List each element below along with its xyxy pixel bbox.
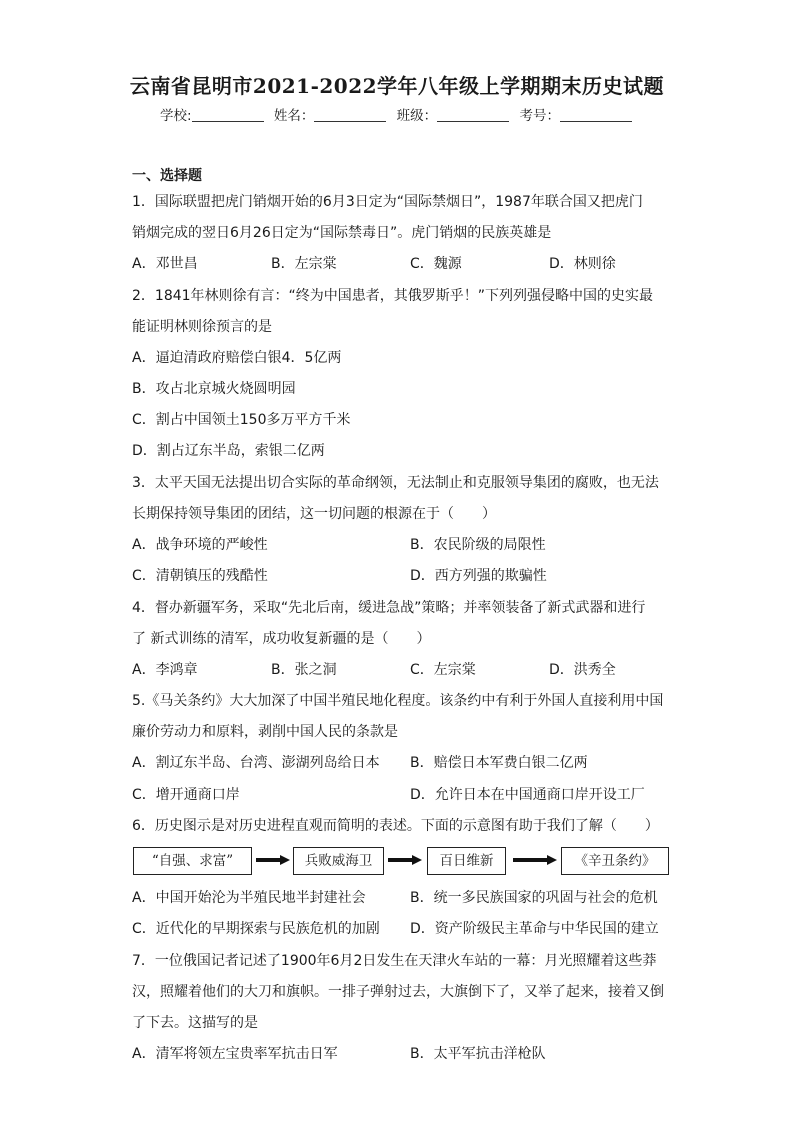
q1-option-c[interactable]: C．魏源 — [410, 256, 462, 272]
name-field[interactable] — [314, 107, 386, 122]
question-7-line-2: 汉，照耀着他们的大刀和旗帜。一排子弹射过去，大旗倒下了，又举了起来，接着又倒 — [132, 984, 664, 1000]
q4-option-b[interactable]: B．张之洞 — [271, 662, 337, 678]
flow-box-self-strengthening: “自强、求富” — [133, 847, 252, 875]
q7-option-a[interactable]: A．清军将领左宝贵率军抗击日军 — [132, 1046, 338, 1062]
flow-arrow-icon — [513, 855, 557, 865]
flow-arrow-icon — [256, 855, 290, 865]
question-4-line-1: 4．督办新疆军务，采取“先北后南，缓进急战”策略；并率领装备了新式武器和进行 — [132, 600, 646, 616]
question-1-line-1: 1．国际联盟把虎门销烟开始的6月3日定为“国际禁烟日”，1987年联合国又把虎门 — [132, 194, 643, 210]
q5-option-a[interactable]: A．割辽东半岛、台湾、澎湖列岛给日本 — [132, 755, 380, 771]
q4-option-c[interactable]: C．左宗棠 — [410, 662, 476, 678]
flow-box-weihaiwei: 兵败威海卫 — [293, 847, 384, 875]
q7-option-b[interactable]: B．太平军抗击洋枪队 — [410, 1046, 546, 1062]
q1-option-b[interactable]: B．左宗棠 — [271, 256, 337, 272]
q1-option-d[interactable]: D．林则徐 — [549, 256, 616, 272]
name-label: 姓名： — [273, 108, 315, 124]
school-field[interactable] — [192, 107, 264, 122]
q2-option-b[interactable]: B．攻占北京城火烧圆明园 — [132, 381, 296, 397]
class-label: 班级： — [396, 108, 438, 124]
q2-option-c[interactable]: C．割占中国领土150多万平方千米 — [132, 412, 351, 428]
flow-arrow-icon — [388, 855, 422, 865]
q4-option-a[interactable]: A．李鸿章 — [132, 662, 198, 678]
q5-option-b[interactable]: B．赔偿日本军费白银二亿两 — [410, 755, 588, 771]
question-7-line-1: 7．一位俄国记者记述了1900年6月2日发生在天津火车站的一幕：月光照耀着这些莽 — [132, 953, 657, 969]
question-2-line-2: 能证明林则徐预言的是 — [132, 319, 272, 335]
question-3-line-1: 3．太平天国无法提出切合实际的革命纲领，无法制止和克服领导集团的腐败，也无法 — [132, 475, 659, 491]
q6-option-c[interactable]: C．近代化的早期探索与民族危机的加剧 — [132, 921, 380, 937]
q6-option-a[interactable]: A．中国开始沦为半殖民地半封建社会 — [132, 890, 366, 906]
question-3-line-2: 长期保持领导集团的团结，这一切问题的根源在于（ ） — [132, 506, 496, 522]
student-info-row — [0, 104, 794, 124]
exam-no-field[interactable] — [560, 107, 632, 122]
question-7-line-3: 了下去。这描写的是 — [132, 1015, 258, 1031]
question-2-line-1: 2．1841年林则徐有言：“终为中国患者，其俄罗斯乎！”下列列强侵略中国的史实最 — [132, 288, 654, 304]
q2-option-a[interactable]: A．逼迫清政府赔偿白银4．5亿两 — [132, 350, 342, 366]
question-4-line-2: 了 新式训练的清军，成功收复新疆的是（ ） — [132, 631, 431, 647]
q6-option-b[interactable]: B．统一多民族国家的巩固与社会的危机 — [410, 890, 658, 906]
flow-box-boxer-protocol: 《辛丑条约》 — [561, 847, 669, 875]
q3-option-b[interactable]: B．农民阶级的局限性 — [410, 537, 546, 553]
question-1-line-2: 销烟完成的翌日6月26日定为“国际禁毒日”。虎门销烟的民族英雄是 — [132, 225, 552, 241]
q5-option-d[interactable]: D．允许日本在中国通商口岸开设工厂 — [410, 787, 645, 803]
exam-no-label: 考号： — [519, 108, 560, 124]
question-5-line-2: 廉价劳动力和原料，剥削中国人民的条款是 — [132, 724, 398, 740]
history-flow-diagram — [133, 847, 673, 875]
section-heading: 一、选择题 — [132, 168, 202, 184]
q3-option-d[interactable]: D．西方列强的欺骗性 — [410, 568, 547, 584]
q2-option-d[interactable]: D．割占辽东半岛，索银二亿两 — [132, 443, 325, 459]
page-title: 云南省昆明市2021-2022学年八年级上学期期末历史试题 — [129, 74, 665, 98]
school-label: 学校: — [160, 108, 192, 124]
q3-option-a[interactable]: A．战争环境的严峻性 — [132, 537, 268, 553]
class-field[interactable] — [437, 107, 509, 122]
q4-option-d[interactable]: D．洪秀全 — [549, 662, 616, 678]
flow-box-hundred-days: 百日维新 — [427, 847, 506, 875]
question-5-line-1: 5.《马关条约》大大加深了中国半殖民地化程度。该条约中有利于外国人直接利用中国 — [132, 693, 664, 709]
q5-option-c[interactable]: C．增开通商口岸 — [132, 787, 240, 803]
q1-option-a[interactable]: A．邓世昌 — [132, 256, 198, 272]
question-6-line-1: 6．历史图示是对历史进程直观而简明的表述。下面的示意图有助于我们了解（ ） — [132, 818, 659, 834]
q3-option-c[interactable]: C．清朝镇压的残酷性 — [132, 568, 268, 584]
q6-option-d[interactable]: D．资产阶级民主革命与中华民国的建立 — [410, 921, 659, 937]
